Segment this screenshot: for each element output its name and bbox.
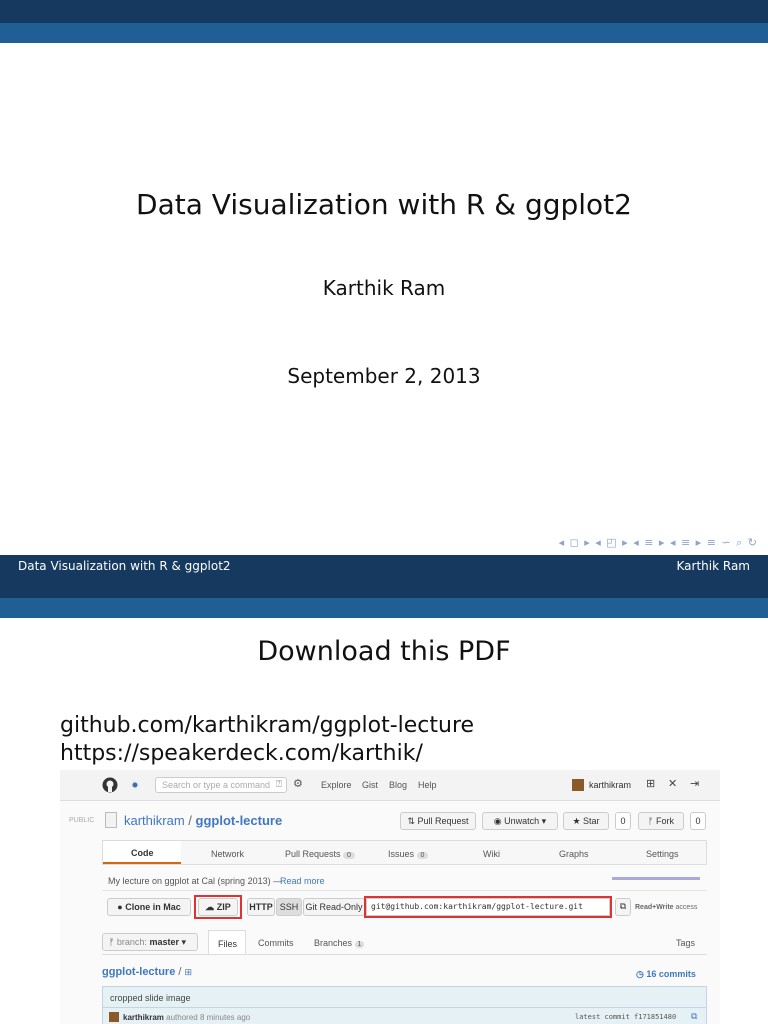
beamer-navigation-symbols[interactable]: ◂ ◻ ▸ ◂ ◰ ▸ ◂ ≡ ▸ ◂ ≡ ▸ ≡ ∽ ⌕ ↻	[558, 536, 758, 549]
zip-highlight-box	[194, 895, 242, 919]
slide1-footer	[0, 555, 768, 577]
tools-icon[interactable]: ✕	[668, 778, 678, 790]
commit-message[interactable]: cropped slide image	[110, 993, 191, 1003]
search-input[interactable]	[155, 777, 287, 793]
commits-count-link[interactable]	[636, 969, 696, 980]
commit-author[interactable]: karthikram	[123, 1013, 164, 1022]
fork-count[interactable]: 0	[690, 812, 706, 830]
user-name[interactable]: karthikram	[589, 780, 632, 790]
slide2-header-dark	[0, 577, 768, 598]
read-write-bold: Read+Write	[635, 904, 674, 911]
apple-icon: ●	[117, 902, 126, 912]
fork-icon: ᚠ	[648, 816, 656, 826]
subtab-files-label: Files	[218, 939, 238, 949]
commit-time: authored 8 minutes ago	[166, 1013, 251, 1022]
cloud-download-icon: ☁	[205, 902, 217, 912]
read-write-access-note	[635, 904, 697, 911]
star-count[interactable]: 0	[615, 812, 631, 830]
nav-help[interactable]: Help	[418, 780, 437, 790]
tab-network[interactable]: Network	[211, 849, 245, 859]
subtab-divider	[102, 954, 707, 955]
breadcrumb	[102, 966, 192, 978]
ssh-button[interactable]: SSH	[276, 898, 302, 916]
read-write-rest: access	[673, 904, 698, 911]
slide1-header-mid	[0, 23, 768, 43]
slide2-title: Download this PDF	[257, 636, 511, 667]
commit-divider	[103, 1007, 706, 1008]
settings-gear-icon[interactable]: ⚙	[293, 778, 303, 790]
slide1-author: Karthik Ram	[322, 276, 446, 300]
history-icon: ◷	[636, 969, 647, 979]
unwatch-button[interactable]	[482, 812, 558, 830]
tab-pull-requests-label: Pull Requests	[285, 849, 341, 859]
http-button[interactable]: HTTP	[247, 898, 275, 916]
repo-owner[interactable]: karthikram	[124, 813, 185, 828]
issues-count: 0	[417, 852, 429, 859]
subtab-branches-label: Branches	[314, 938, 353, 948]
latest-commit-hash[interactable]: f171851480	[634, 1013, 677, 1021]
chevron-down-icon: ▾	[541, 816, 547, 826]
branch-selector[interactable]	[102, 933, 198, 951]
chevron-down-icon: ▾	[181, 937, 187, 947]
copy-to-clipboard-icon[interactable]: ⧉	[615, 898, 631, 916]
pull-requests-count: 0	[343, 852, 355, 859]
tab-code[interactable]	[103, 841, 181, 864]
branches-count: 1	[355, 941, 365, 948]
read-more-link[interactable]: Read more	[280, 876, 325, 886]
tab-settings[interactable]: Settings	[646, 849, 679, 859]
tab-pull-requests[interactable]	[285, 849, 355, 859]
star-label: Star	[583, 816, 600, 826]
repo-tabbar	[102, 840, 707, 865]
tab-issues[interactable]	[388, 849, 428, 859]
star-button[interactable]	[563, 812, 609, 830]
nav-blog[interactable]: Blog	[389, 780, 408, 790]
github-link[interactable]: github.com/karthikram/ggplot-lecture	[60, 713, 475, 738]
clone-in-mac-button[interactable]	[107, 898, 191, 916]
star-icon: ★	[572, 816, 584, 826]
tab-wiki[interactable]: Wiki	[483, 849, 500, 859]
subtab-branches[interactable]	[314, 938, 364, 948]
branch-name: master	[149, 937, 179, 947]
clone-url-text: git@github.com:karthikram/ggplot-lecture.git	[371, 902, 583, 911]
help-circle-icon: ⍰	[276, 779, 282, 790]
new-repo-icon[interactable]: ⊞	[646, 778, 656, 790]
slide1-header-dark	[0, 0, 768, 23]
fork-button[interactable]	[638, 812, 684, 830]
github-octocat-icon[interactable]	[102, 777, 118, 793]
public-label: PUBLIC	[69, 817, 95, 824]
latest-commit-info	[575, 1013, 676, 1021]
footer-author: Karthik Ram	[676, 559, 750, 573]
breadcrumb-separator: /	[175, 966, 182, 978]
breadcrumb-repo[interactable]: ggplot-lecture	[102, 966, 176, 978]
search-placeholder: Search or type a command	[162, 780, 271, 790]
unwatch-label: Unwatch	[504, 816, 540, 826]
slide2-header-mid	[0, 598, 768, 618]
subtab-commits[interactable]: Commits	[258, 938, 294, 948]
repo-title[interactable]: ggplot-lecture	[195, 813, 283, 828]
nav-gist[interactable]: Gist	[362, 780, 379, 790]
notification-dot-icon[interactable]	[130, 780, 140, 790]
sign-out-icon[interactable]: ⇥	[690, 778, 700, 790]
pull-request-button[interactable]	[400, 812, 476, 830]
tab-code-label: Code	[131, 848, 154, 858]
commit-author-line	[123, 1013, 250, 1022]
clone-url-highlight-box	[364, 896, 612, 918]
zip-label: ZIP	[216, 902, 231, 912]
new-file-icon[interactable]: ⊞	[184, 967, 193, 977]
latest-commit-box	[102, 986, 707, 1024]
clone-in-mac-label: Clone in Mac	[125, 902, 181, 912]
github-screenshot	[60, 770, 720, 1024]
footer-title: Data Visualization with R & ggplot2	[18, 559, 231, 573]
repo-separator: /	[184, 813, 196, 828]
latest-commit-label: latest commit	[575, 1013, 630, 1021]
repo-description-row	[102, 870, 707, 891]
commits-count-label: 16 commits	[646, 969, 696, 979]
pull-request-label: Pull Request	[417, 816, 469, 826]
user-avatar[interactable]	[572, 779, 584, 791]
tab-issues-label: Issues	[388, 849, 415, 859]
repo-name[interactable]	[124, 813, 282, 828]
commit-author-avatar	[109, 1012, 119, 1022]
subtab-files[interactable]	[208, 930, 246, 954]
slide1-date: September 2, 2013	[287, 364, 481, 388]
speakerdeck-link[interactable]: https://speakerdeck.com/karthik/	[60, 741, 423, 766]
nav-explore[interactable]: Explore	[321, 780, 352, 790]
tab-graphs[interactable]: Graphs	[559, 849, 589, 859]
browse-code-icon[interactable]: ⧉	[691, 1011, 698, 1021]
git-read-only-button[interactable]: Git Read-Only	[303, 898, 365, 916]
language-bar	[612, 877, 700, 880]
branch-label: branch:	[116, 937, 147, 947]
slide1-title: Data Visualization with R & ggplot2	[136, 188, 632, 221]
subtab-tags[interactable]: Tags	[676, 938, 696, 948]
fork-label: Fork	[655, 816, 674, 826]
eye-icon: ◉	[493, 816, 505, 826]
pull-request-icon: ⇅	[407, 816, 418, 826]
branch-icon: ᚠ	[109, 937, 117, 947]
github-topbar	[60, 770, 720, 801]
repo-description: My lecture on ggplot at Cal (spring 2013) —	[108, 876, 283, 886]
repo-book-icon	[105, 812, 117, 828]
